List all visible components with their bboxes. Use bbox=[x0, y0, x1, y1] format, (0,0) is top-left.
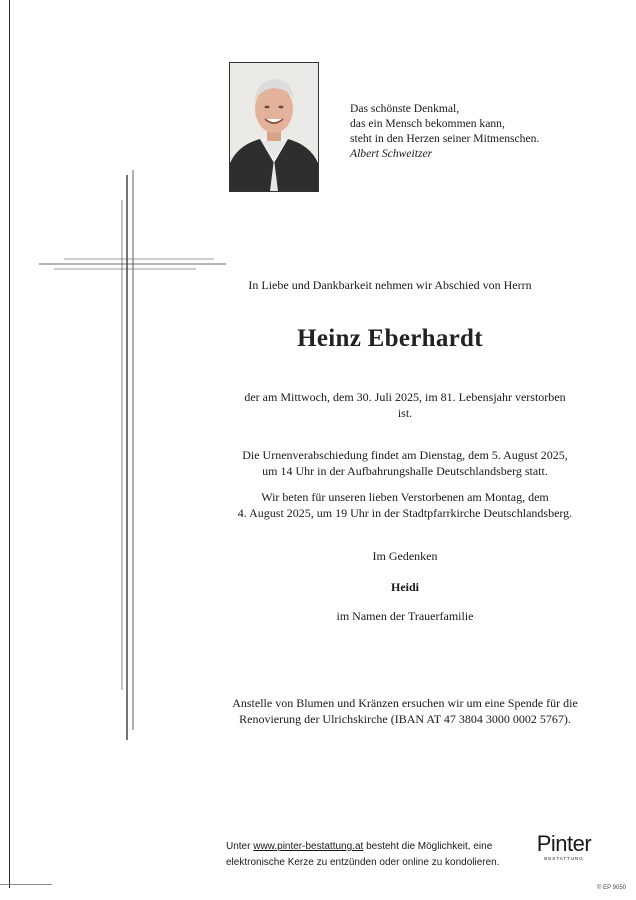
farewell-line: um 14 Uhr in der Aufbahrungshalle Deutschlandsberg statt. bbox=[262, 464, 548, 478]
quote-line: Das schönste Denkmal, bbox=[350, 102, 460, 115]
deceased-name: Heinz Eberhardt bbox=[297, 325, 483, 352]
quote-line: steht in den Herzen seiner Mitmenschen. bbox=[350, 132, 540, 145]
farewell-line: Die Urnenverabschiedung findet am Dienstag, dem 5. August 2025, bbox=[242, 448, 568, 462]
death-notice-line: der am Mittwoch, dem 30. Juli 2025, im 81. Lebensjahr verstorben bbox=[244, 390, 566, 404]
family-line: im Namen der Trauerfamilie bbox=[336, 609, 474, 623]
remembrance-heading: Im Gedenken bbox=[372, 549, 438, 563]
document-code: © EP 9050 bbox=[597, 885, 626, 891]
donation-line: Anstelle von Blumen und Kränzen ersuchen wir um eine Spende für die bbox=[232, 696, 578, 710]
intro-text: In Liebe und Dankbarkeit nehmen wir Abschied von Herrn bbox=[248, 278, 532, 292]
donation-line: Renovierung der Ulrichskirche (IBAN AT 47 3804 3000 0002 5767). bbox=[239, 712, 571, 726]
farewell-notice bbox=[220, 447, 590, 479]
quote bbox=[350, 101, 539, 161]
death-notice bbox=[220, 389, 590, 421]
pinter-logo bbox=[524, 832, 604, 861]
website-link[interactable]: www.pinter-bestattung.at bbox=[253, 841, 364, 852]
cross-icon bbox=[36, 170, 236, 745]
logo-subtitle: BESTATTUNG bbox=[544, 856, 584, 861]
left-margin-rule bbox=[9, 0, 10, 888]
portrait-image bbox=[230, 63, 318, 191]
portrait-photo bbox=[229, 62, 319, 192]
footer-line2: elektronische Kerze zu entzünden oder online zu kondolieren. bbox=[226, 857, 500, 868]
death-notice-line: ist. bbox=[397, 406, 413, 420]
quote-line: das ein Mensch bekommen kann, bbox=[350, 117, 505, 130]
prayer-notice bbox=[220, 489, 590, 521]
prayer-line: 4. August 2025, um 19 Uhr in der Stadtpfarrkirche Deutschlandsberg. bbox=[237, 506, 573, 520]
bottom-margin-rule bbox=[0, 884, 52, 885]
donation-notice bbox=[200, 695, 610, 727]
footer-prefix: Unter bbox=[226, 841, 251, 852]
footer-suffix: besteht die Möglichkeit, eine bbox=[366, 841, 493, 852]
logo-word: Pinter bbox=[536, 831, 592, 856]
quote-author: Albert Schweitzer bbox=[350, 147, 433, 160]
footer-note bbox=[226, 839, 500, 871]
signer-name: Heidi bbox=[390, 580, 419, 594]
prayer-line: Wir beten für unseren lieben Verstorbenen am Montag, dem bbox=[261, 490, 549, 504]
